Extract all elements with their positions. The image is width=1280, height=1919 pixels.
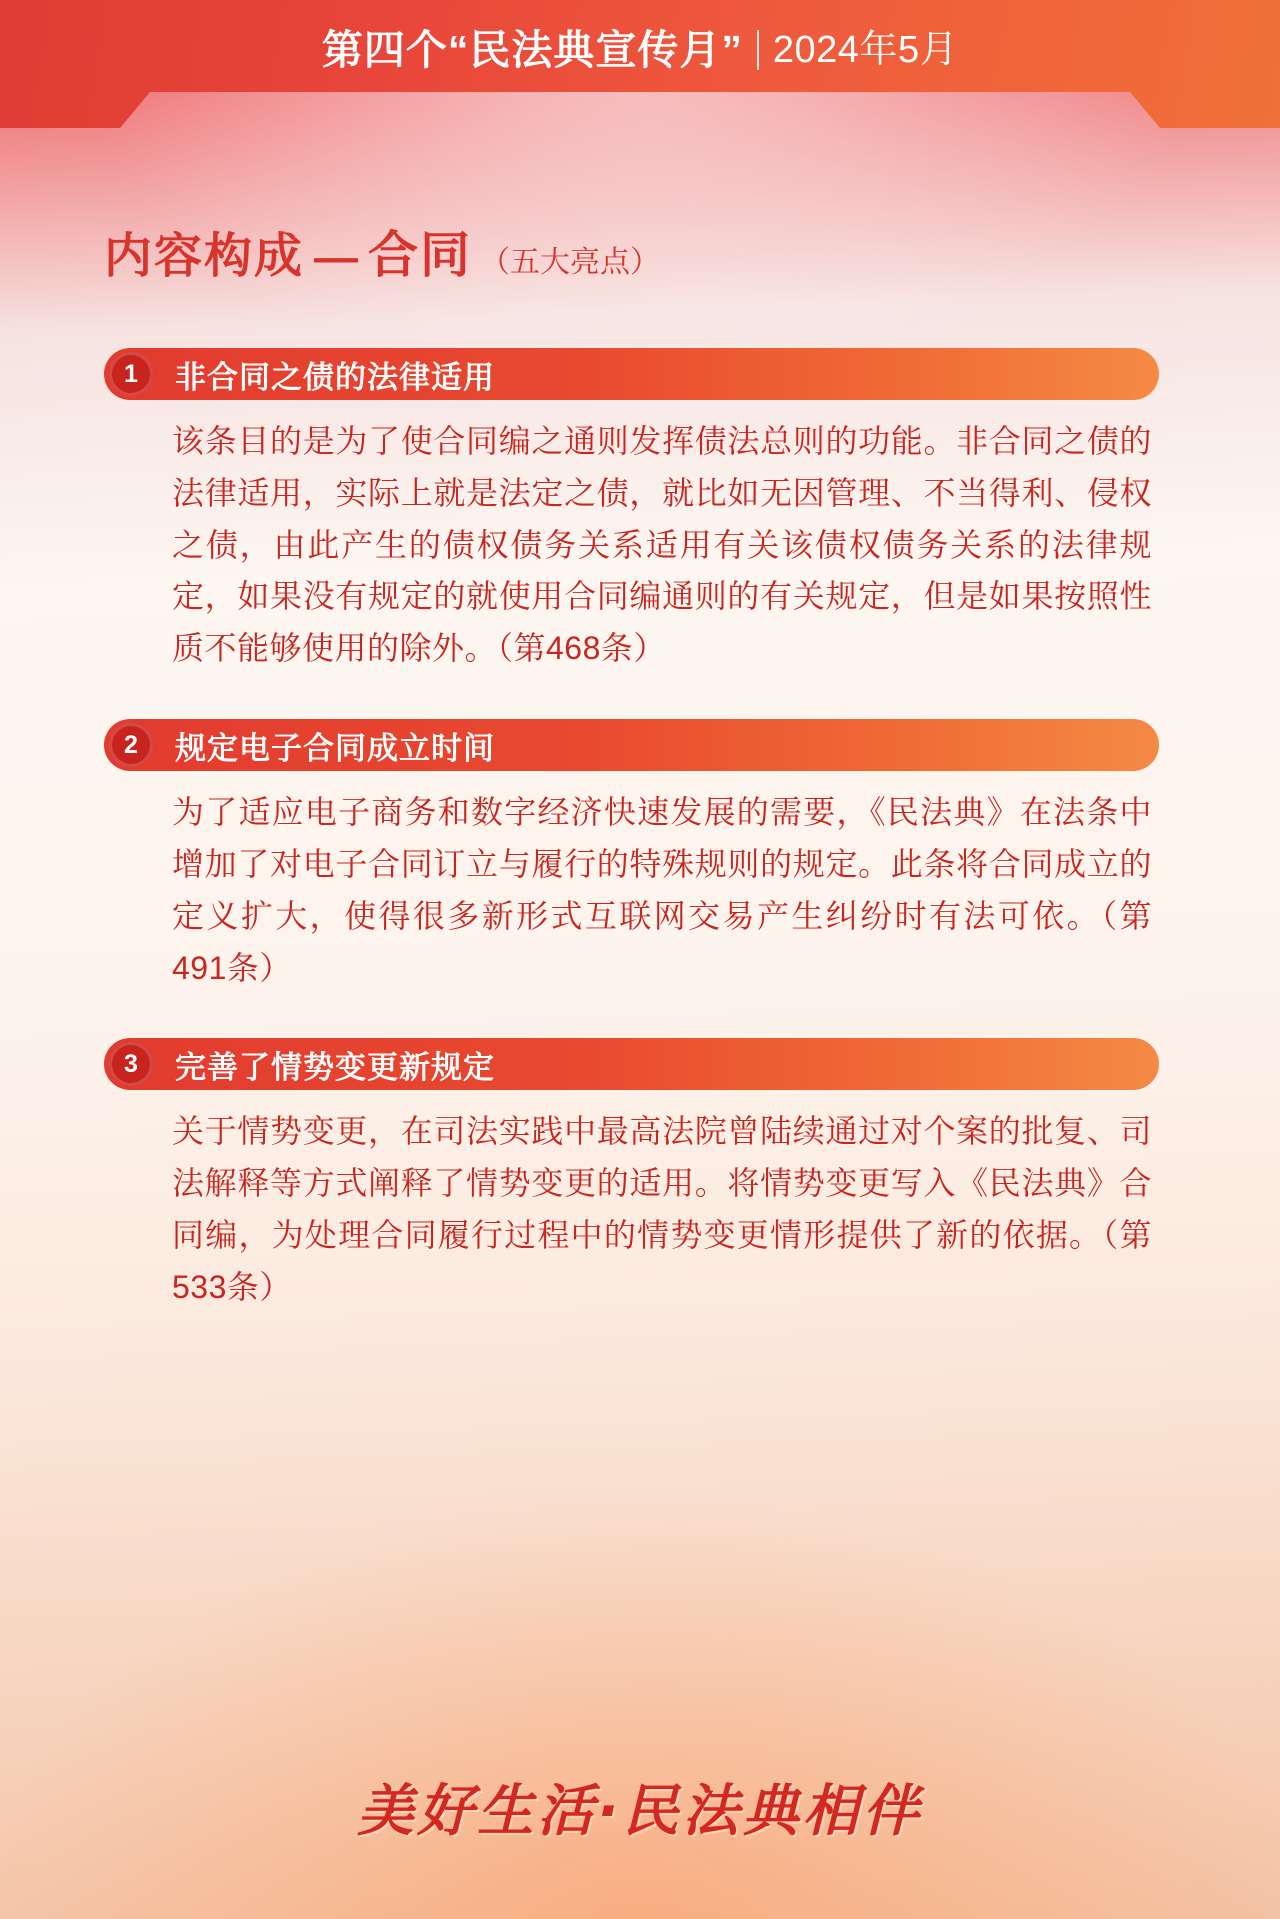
item-body-text: 关于情势变更，在司法实践中最高法院曾陆续通过对个案的批复、司法解释等方式阐释了情势变更的适用。将情势变更写入《民法典》合同编，为处理合同履行过程中的情势变更情形提供了新的依据。（第533条） (172, 1113, 1152, 1305)
page-title (104, 215, 660, 287)
list-item (104, 348, 1176, 675)
item-title: 规定电子合同成立时间 (175, 730, 495, 766)
item-title: 非合同之债的法律适用 (175, 359, 495, 395)
header-title: 第四个“民法典宣传月” (321, 26, 743, 73)
footer (0, 1767, 1280, 1847)
header-divider (757, 30, 759, 70)
item-header-bar (104, 348, 1159, 400)
item-number-badge: 2 (109, 723, 153, 767)
section-title-dash: — (314, 233, 359, 282)
item-header-bar (104, 719, 1159, 771)
section-title-main: 内容构成 (104, 230, 305, 283)
item-number-badge: 3 (109, 1042, 153, 1086)
item-title: 完善了情势变更新规定 (175, 1049, 495, 1085)
list-item (104, 719, 1176, 994)
header-content (0, 0, 1280, 100)
item-number-badge: 1 (109, 352, 153, 396)
item-body-text: 为了适应电子商务和数字经济快速发展的需要，《民法典》在法条中增加了对电子合同订立与履行的特殊规则的规定。此条将合同成立的定义扩大，使得很多新形式互联网交易产生纠纷时有法可依。（第491条） (172, 794, 1152, 986)
item-body-text: 该条目的是为了使合同编之通则发挥债法总则的功能。非合同之债的法律适用，实际上就是法定之债，就比如无因管理、不当得利、侵权之债，由此产生的债权债务关系适用有关该债权债务关系的法律规定，如果没有规定的就使用合同编通则的有关规定，但是如果按照性质不能够使用的除外。（第468条） (172, 423, 1152, 667)
list-item (104, 1038, 1176, 1313)
highlight-list (104, 348, 1176, 1358)
section-title-keyword: 合同 (368, 227, 473, 283)
header-date: 2024年5月 (772, 29, 959, 71)
item-header-bar (104, 1038, 1159, 1090)
footer-slogan: 美好生活·民法典相伴 (357, 1779, 923, 1844)
section-title-subtitle: （五大亮点） (480, 246, 661, 279)
